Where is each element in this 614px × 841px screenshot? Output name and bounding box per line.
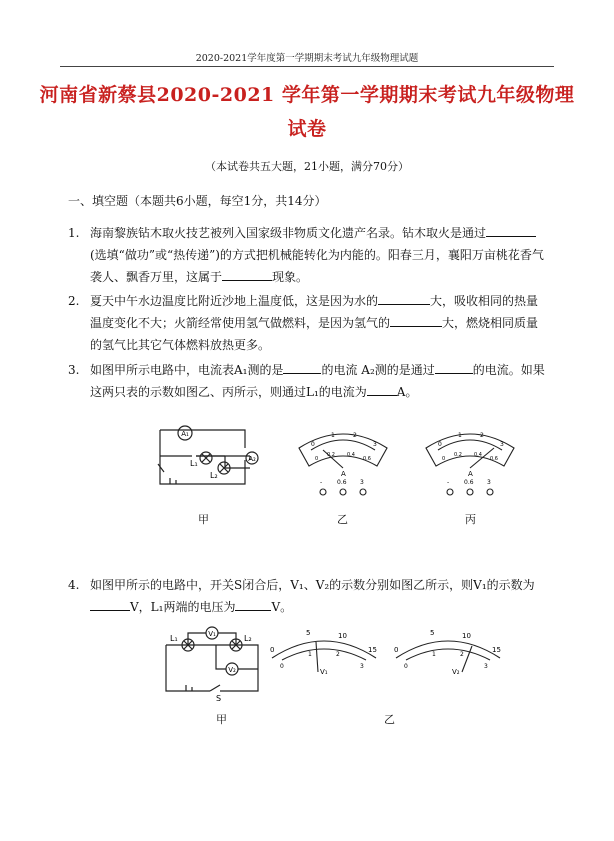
title-line-1: 河南省新蔡县2020-2021 学年第一学期期末考试九年级物理 — [39, 84, 575, 106]
voltmeter-v2 — [392, 628, 504, 678]
figure-caption-bing: 丙 — [465, 513, 476, 526]
scale-top-3: 3 — [500, 441, 504, 448]
scale-bot-1: 0.2 — [454, 452, 462, 458]
scale-top-3: 3 — [373, 441, 377, 448]
section-heading: 一、填空题（本题共6小题，每空1分，共14分） — [68, 194, 327, 208]
question-3 — [68, 359, 548, 403]
answer-blank[interactable] — [435, 361, 473, 374]
scale-bot-0: 0 — [404, 663, 408, 670]
q4-text-b: V，L₁两端的电压为 — [130, 600, 236, 614]
terminal-3: 3 — [360, 479, 364, 486]
scale-top-2: 2 — [480, 432, 484, 439]
figure-caption-yi: 乙 — [337, 513, 348, 526]
meter-v1-label: V₁ — [320, 668, 328, 676]
q2-text-c: 大，燃烧相同质量的氢气比其它气体燃料放热更多。 — [90, 316, 539, 352]
scale-bot-1: 0.2 — [327, 452, 335, 458]
header-rule — [60, 66, 554, 67]
scale-bot-0: 0 — [442, 456, 446, 462]
lamp-l2-label: L₂ — [244, 634, 252, 643]
scale-top-0: 0 — [394, 646, 399, 654]
scale-bot-0: 0 — [315, 456, 319, 462]
figure-caption-jia: 甲 — [216, 713, 227, 726]
q3-text-d: A。 — [396, 385, 418, 399]
terminal-minus: - — [320, 479, 323, 486]
q1-text-b: (选填“做功”或“热传递”)的方式把机械能转化为内能的。阳春三月，襄阳万亩桃花香气袭人、飘香万里，这属于 — [90, 248, 544, 284]
ammeter-a2-label: A₂ — [248, 455, 256, 463]
answer-blank[interactable] — [90, 598, 130, 611]
question-4 — [68, 574, 548, 618]
q2-text-b: 大，吸收相同的热量温度变化不大；火箭经常使用氢气做燃料，是因为氢气的 — [90, 294, 539, 330]
scale-top-10: 10 — [338, 632, 347, 640]
q3-text-c: 的电流。如果这两只表的示数如图乙、丙所示，则通过L₁的电流为 — [90, 363, 545, 399]
scale-top-5: 5 — [430, 629, 435, 637]
scale-top-1: 1 — [331, 432, 335, 439]
unit-a: A — [341, 470, 346, 478]
q2-text-a: 夏天中午水边温度比附近沙地上温度低，这是因为水的 — [90, 294, 379, 308]
terminal-06: 0.6 — [464, 479, 474, 486]
figure-caption-jia: 甲 — [198, 513, 209, 526]
scale-bot-2: 2 — [336, 651, 340, 658]
answer-blank[interactable] — [378, 292, 430, 305]
q1-text-a: 海南黎族钻木取火技艺被列入国家级非物质文化遗产名录。钻木取火是通过 — [90, 226, 487, 240]
scale-bot-3: 0.6 — [363, 456, 371, 462]
lamp-l1-label: L₁ — [170, 634, 178, 643]
answer-blank[interactable] — [486, 224, 536, 237]
ammeter-a1-label: A₁ — [181, 430, 189, 438]
question-2 — [68, 290, 548, 356]
ammeter-bing — [420, 426, 520, 501]
unit-a: A — [468, 470, 473, 478]
question-number: 1. — [68, 226, 80, 240]
voltmeter-v1 — [268, 628, 380, 678]
scale-top-15: 15 — [492, 646, 501, 654]
scale-top-1: 1 — [458, 432, 462, 439]
scale-bot-3: 3 — [360, 663, 364, 670]
q1-text-c: 现象。 — [272, 270, 309, 284]
answer-blank[interactable] — [283, 361, 321, 374]
title-line-2: 试卷 — [287, 118, 327, 140]
answer-blank[interactable] — [235, 598, 271, 611]
voltmeter-v1-label: V₁ — [208, 630, 216, 638]
scale-top-0: 0 — [311, 441, 315, 448]
scale-top-0: 0 — [270, 646, 275, 654]
question-number: 4. — [68, 578, 80, 592]
subtitle: （本试卷共五大题，21小题，满分70分） — [205, 160, 409, 173]
q3-text-b: 的电流 A₂测的是通过 — [321, 363, 435, 377]
q4-text-c: V。 — [271, 600, 293, 614]
question-number: 3. — [68, 363, 80, 377]
scale-bot-3: 0.6 — [490, 456, 498, 462]
lamp-l2-label: L₂ — [210, 471, 218, 480]
switch-s-label: S — [216, 694, 222, 703]
q4-circuit-diagram — [158, 625, 268, 705]
scale-bot-1: 1 — [308, 651, 312, 658]
voltmeter-v2-label: V₂ — [228, 666, 236, 674]
question-number: 2. — [68, 294, 80, 308]
page-header: 2020-2021学年度第一学期期末考试九年级物理试题 — [195, 53, 419, 64]
scale-top-2: 2 — [353, 432, 357, 439]
scale-top-0: 0 — [438, 441, 442, 448]
q3-text-a: 如图甲所示电路中，电流表A₁测的是 — [90, 363, 284, 377]
scale-top-5: 5 — [306, 629, 311, 637]
figure-caption-yi: 乙 — [384, 713, 395, 726]
q4-text-a: 如图甲所示的电路中，开关S闭合后，V₁、V₂的示数分别如图乙所示，则V₁的示数为 — [90, 578, 535, 592]
scale-bot-2: 0.4 — [474, 452, 482, 458]
question-1 — [68, 222, 548, 288]
answer-blank[interactable] — [390, 314, 442, 327]
scale-bot-0: 0 — [280, 663, 284, 670]
q3-circuit-diagram — [150, 420, 280, 500]
terminal-minus: - — [447, 479, 450, 486]
scale-bot-1: 1 — [432, 651, 436, 658]
answer-blank[interactable] — [367, 383, 397, 396]
scale-top-10: 10 — [462, 632, 471, 640]
lamp-l1-label: L₁ — [190, 459, 198, 468]
meter-v2-label: V₂ — [452, 668, 460, 676]
scale-bot-3: 3 — [484, 663, 488, 670]
answer-blank[interactable] — [222, 268, 272, 281]
terminal-06: 0.6 — [337, 479, 347, 486]
scale-bot-2: 2 — [460, 651, 464, 658]
ammeter-yi — [293, 426, 393, 501]
scale-top-15: 15 — [368, 646, 377, 654]
terminal-3: 3 — [487, 479, 491, 486]
scale-bot-2: 0.4 — [347, 452, 355, 458]
